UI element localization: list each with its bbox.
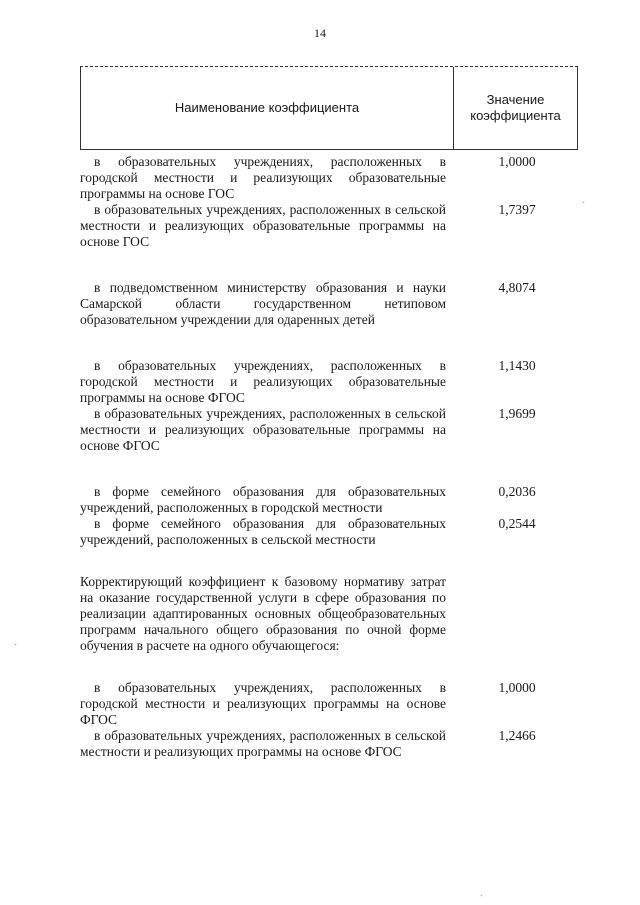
row-value [446, 574, 578, 654]
table-row [80, 680, 578, 728]
table-row [80, 728, 578, 760]
row-value: 4,8074 [498, 280, 536, 295]
row-value: 1,0000 [498, 680, 536, 695]
row-name: Корректирующий коэффициент к базовому нормативу затрат на оказание государственной услуги в сфере образования по реализации адаптированных основных общеобразовательных программ начального общего образования по очной форме обучения в расчете на одного обучающегося: [80, 574, 446, 653]
page-number: 14 [314, 26, 326, 40]
table-row [80, 574, 578, 654]
row-name: в образовательных учреждениях, расположенных в городской местности и реализующих образовательные программы на основе ФГОС [80, 358, 446, 405]
row-name: в подведомственном министерству образования и науки Самарской области государственном нетиповом образовательном учреждении для одаренных детей [80, 280, 446, 327]
row-value: 0,2036 [498, 484, 536, 499]
table-row [80, 516, 578, 548]
coefficient-table [80, 66, 578, 760]
row-name: в образовательных учреждениях, расположенных в сельской местности и реализующих образовательные программы на основе ГОС [80, 202, 446, 249]
row-name: в форме семейного образования для образовательных учреждений, расположенных в сельской местности [80, 516, 446, 547]
row-value: 1,9699 [498, 406, 536, 421]
row-name: в образовательных учреждениях, расположенных в городской местности и реализующих программы на основе ФГОС [80, 680, 446, 727]
scan-speck: · [582, 198, 586, 209]
row-value: 1,2466 [498, 728, 536, 743]
row-name: в форме семейного образования для образовательных учреждений, расположенных в городской местности [80, 484, 446, 515]
row-value: 0,2544 [498, 516, 536, 531]
table-row [80, 358, 578, 406]
row-value: 1,0000 [498, 154, 536, 169]
row-name: в образовательных учреждениях, расположенных в сельской местности и реализующих образовательные программы на основе ФГОС [80, 406, 446, 453]
table-header [80, 66, 578, 150]
table-row [80, 280, 578, 328]
table-row [80, 406, 578, 454]
header-value-column [454, 67, 577, 149]
row-name: в образовательных учреждениях, расположенных в городской местности и реализующих образовательные программы на основе ГОС [80, 154, 446, 201]
table-row [80, 484, 578, 516]
table-row [80, 202, 578, 250]
scan-speck: ˎ [480, 886, 484, 897]
table-row [80, 154, 578, 202]
row-value: 1,7397 [498, 202, 536, 217]
row-value: 1,1430 [498, 358, 536, 373]
scan-speck: · [14, 640, 18, 651]
header-value-label: Значение коэффициента [470, 92, 561, 123]
row-name: в образовательных учреждениях, расположенных в сельской местности и реализующих программы на основе ФГОС [80, 728, 446, 759]
header-name-column: Наименование коэффициента [81, 67, 454, 149]
